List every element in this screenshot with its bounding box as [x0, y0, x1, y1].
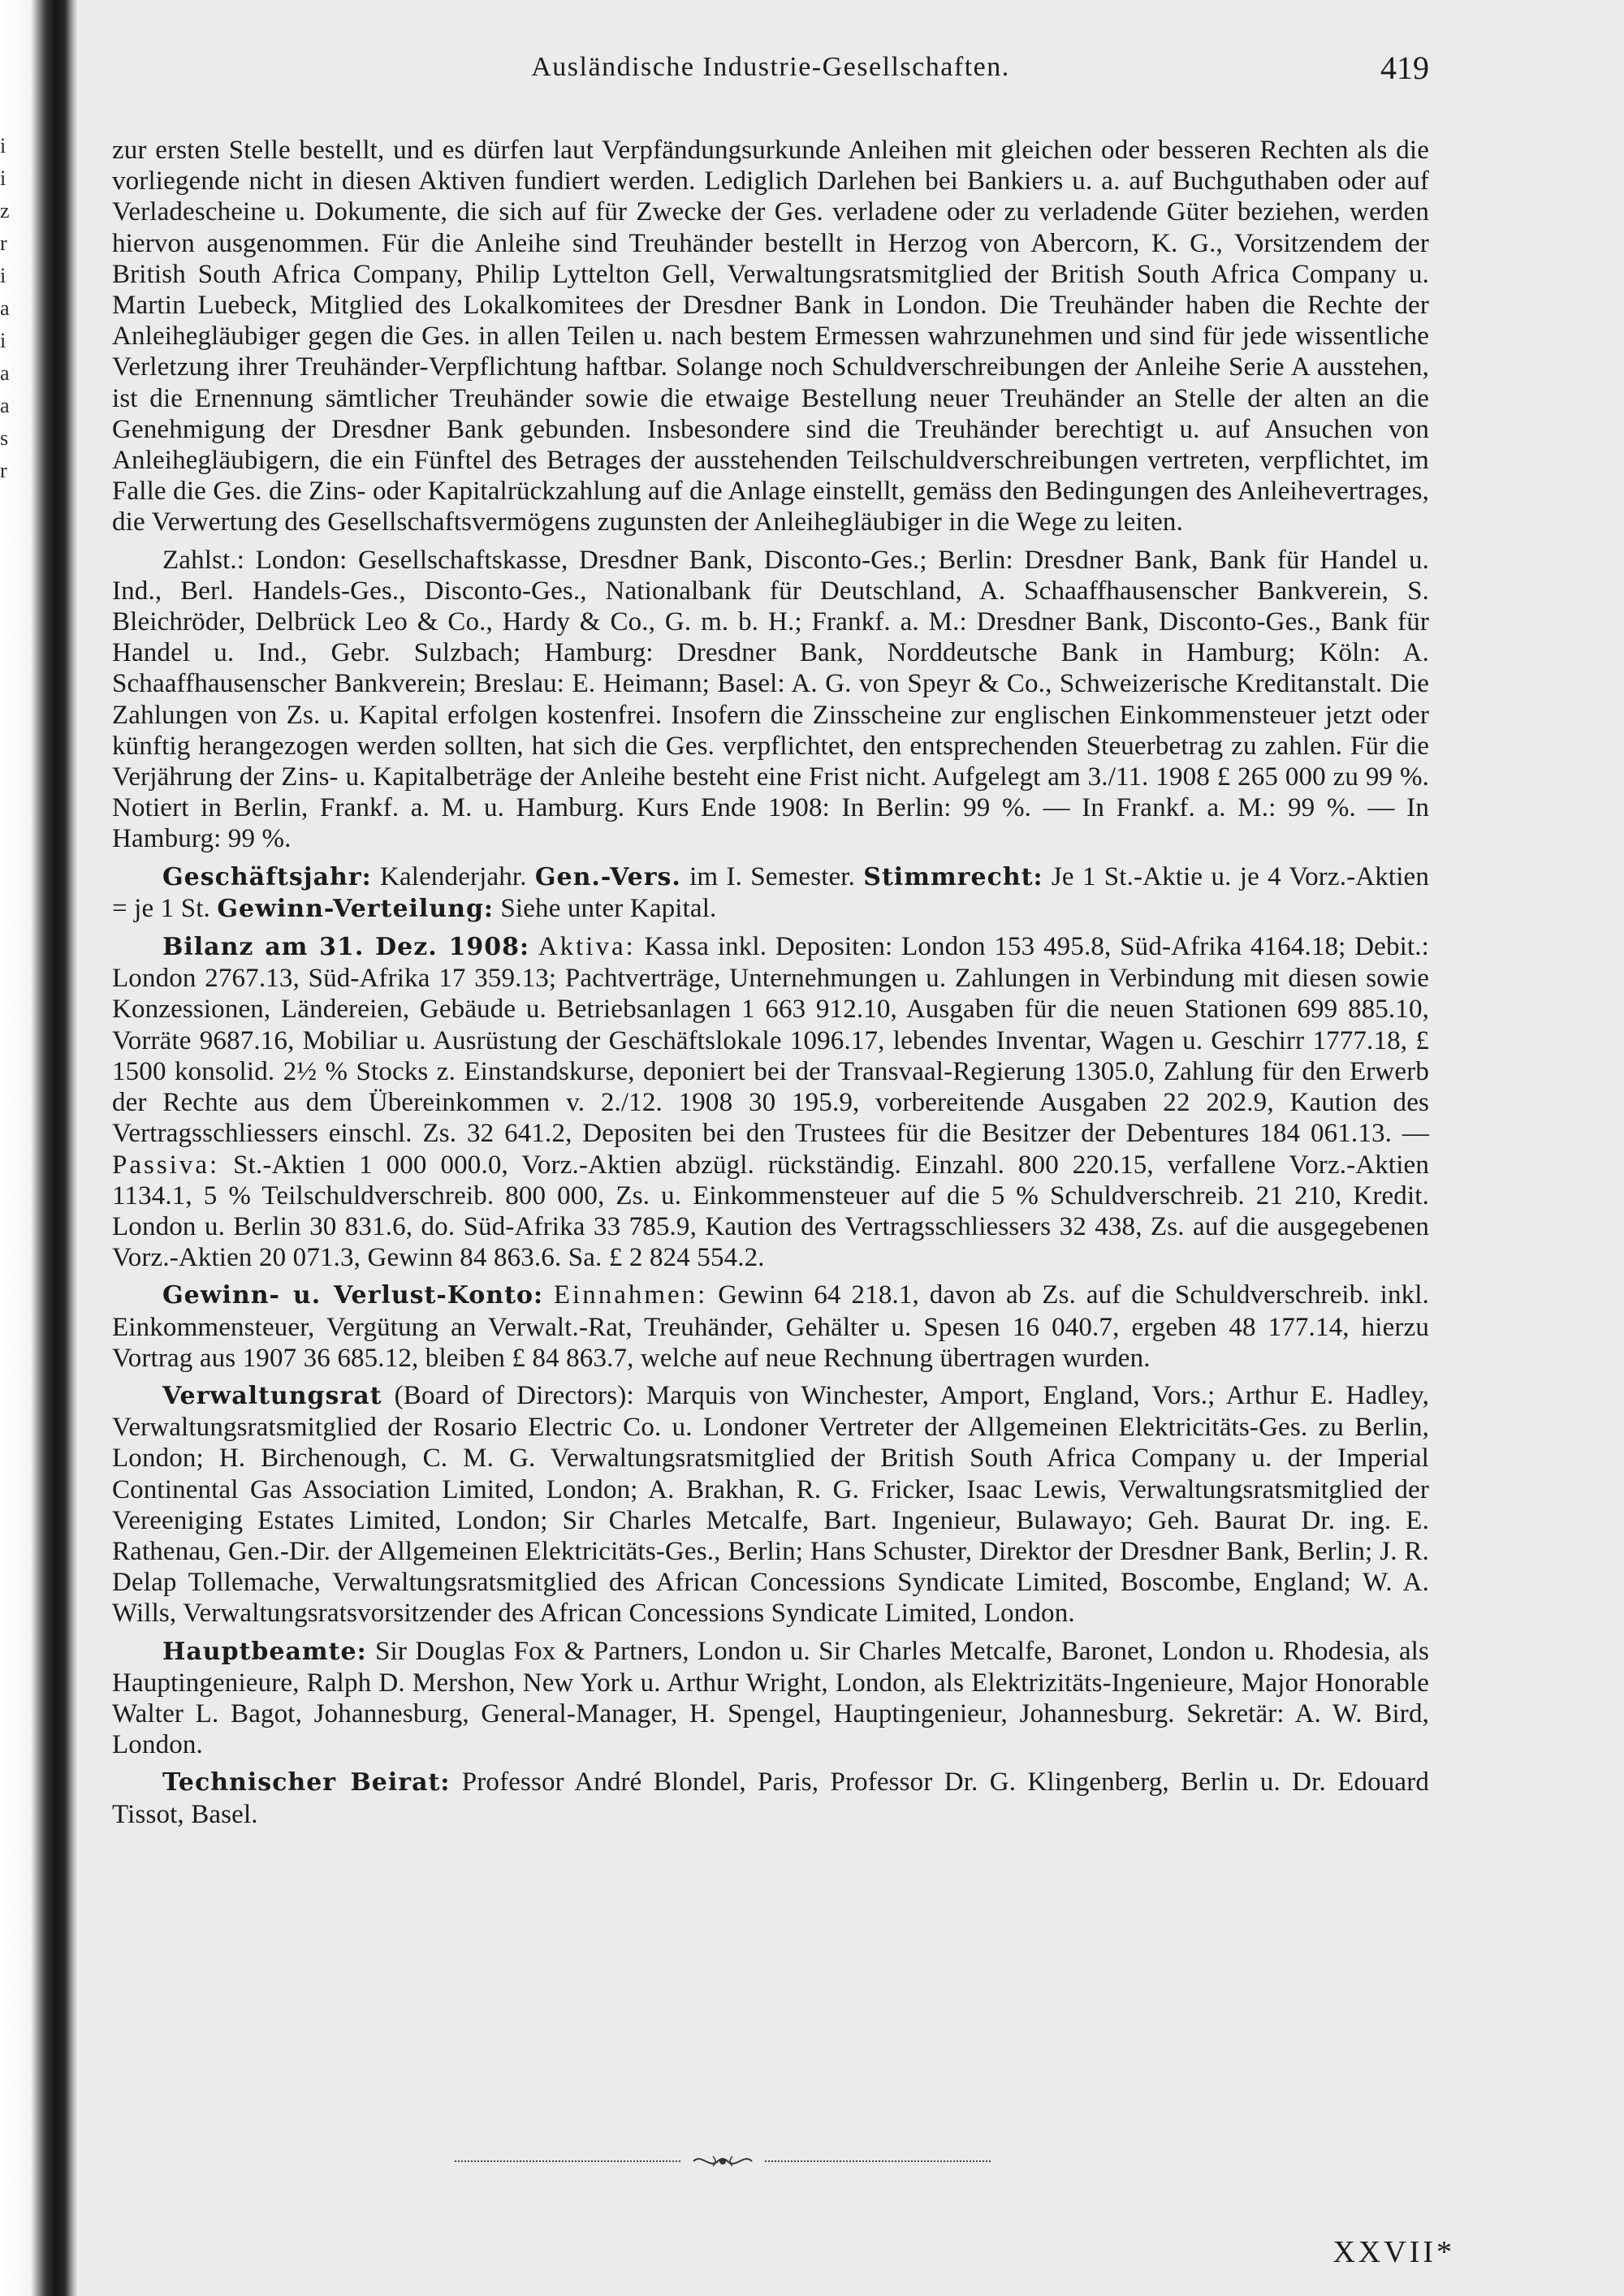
ornament-rule-left [455, 2160, 680, 2162]
margin-fragment: i [0, 264, 6, 287]
geschaeftsjahr-text: Kalenderjahr. [380, 861, 527, 891]
paragraph-trustees: zur ersten Stelle bestellt, und es dürfen laut Verpfändungsurkunde Anleihen mit gleichen oder besseren Rechten als die vorliegende nicht in diesen Aktiven fundiert werden. Lediglich Darlehen bei Bankiers u. a. auf Buchguthaben oder auf Verladescheine u. Dokumente, die sich auf für Zwecke der Ges. verladene oder zu verladende Güter beziehen, werden hiervon ausgenommen. Für die Anleihe sind Treuhänder bestellt in Herzog von Abercorn, K. G., Vorsitzendem der British South Africa Company, Philip Lyttelton Gell, Verwaltungsratsmitglied der British South Africa Company u. Martin Luebeck, Mitglied des Lokalkomitees der Dresdner Bank in London. Die Treuhänder haben die Rechte der Anleihegläubiger gegen die Ges. in allen Teilen u. nach bestem Ermessen wahrzunehmen und sind für jede wissentliche Verletzung ihrer Treuhänder-Verpflichtung haftbar. Solange noch Schuldverschreibungen der Anleihe Serie A ausstehen, ist die Ernennung sämtlicher Treuhänder sowie die etwaige Bestellung neuer Treuhänder an Stelle der alten an die Genehmigung der Dresdner Bank gebunden. Insbesondere sind die Treuhänder berechtigt u. auf Ansuchen von Anleihegläubigern, die ein Fünftel des Betrages der ausstehenden Teilschuldverschreibungen vertreten, verpflichtet, im Falle die Ges. die Zins- oder Kapitalrückzahlung auf die Anlage einstellt, gemäss den Bedingungen des Anleihevertrages, die Verwertung des Gesellschaftsvermögens zugunsten der Anleihegläubiger in die Wege zu leiten. [112, 136, 1429, 537]
paragraph-geschaeftsjahr [112, 861, 1429, 925]
bilanz-passiva-text: St.-Aktien 1 000 000.0, Vorz.-Aktien abzügl. rückständig. Einzahl. 800 220.15, verfallene Vorz.-Aktien 1134.1, 5 % Teilschuldverschreib. 800 000, Zs. u. Einkommensteuer auf die 5 % Schuldverschreib. 21 210, Kredit. London u. Berlin 30 831.6, do. Süd-Afrika 33 785.9, Kaution des Vertragsschliessers 32 438, Zs. auf die ausgegebenen Vorz.-Aktien 20 071.3, Gewinn 84 863.6. Sa. £ 2 824 554.2. [112, 1150, 1430, 1273]
margin-fragment: a [0, 394, 10, 417]
verwaltungsrat-label: Verwaltungsrat [162, 1381, 382, 1410]
bilanz-aktiva-text: Kassa inkl. Depositen: London 153 495.8, Süd-Afrika 4164.18; Debit.: London 2767.13, Süd-Afrika 17 359.13; Pachtverträge, Unternehmungen u. Zahlungen in Verbindung mit diesen sowie Konzessionen, Ländereien, Gebäude u. Betriebsanlagen 1 663 912.10, Ausgaben für die neuen Stationen 699 885.10, Vorräte 9687.16, Mobiliar u. Ausrüstung der Geschäftslokale 1096.17, lebendes Inventar, Wagen u. Geschirr 1777.18, £ 1500 konsolid. 2½ % Stocks z. Einstandskurse, deponiert bei der Transvaal-Regierung 1305.0, Zahlung für den Erwerb der Rechte aus dem Übereinkommen v. 2./12. 1908 30 195.9, vorbereitende Ausgaben 22 202.9, Kaution des Vertragsschliessers einschl. Zs. 32 641.2, Depositen bei den Trustees für die Besitzer der Debentures 184 061.13. — [112, 932, 1429, 1149]
paragraph-zahlstellen: Zahlst.: London: Gesellschaftskasse, Dresdner Bank, Disconto-Ges.; Berlin: Dresdner Bank, Bank für Handel u. Ind., Berl. Handels-Ges., Disconto-Ges., Nationalbank für Deutschland, A. Schaaffhausenscher Bankverein, S. Bleichröder, Delbrück Leo & Co., Hardy & Co., G. m. b. H.; Frankf. a. M.: Dresdner Bank, Disconto-Ges., Bank für Handel u. Ind., Gebr. Sulzbach; Hamburg: Dresdner Bank, Norddeutsche Bank in Hamburg; Köln: A. Schaaffhausenscher Bankverein; Breslau: E. Heimann; Basel: A. G. von Speyr & Co., Schweizerische Kreditanstalt. Die Zahlungen von Zs. u. Kapital erfolgen kostenfrei. Insofern die Zinsscheine zur englischen Einkommensteuer jetzt oder künftig herangezogen werden sollten, hat sich die Ges. verpflichtet, den entsprechenden Steuerbetrag zu zahlen. Für die Verjährung der Zins- u. Kapitalbeträge der Anleihe besteht eine Frist nicht. Aufgelegt am 3./11. 1908 £ 265 000 zu 99 %. Notiert in Berlin, Frankf. a. M. u. Hamburg. Kurs Ende 1908: In Berlin: 99 %. — In Frankf. a. M.: 99 %. — In Hamburg: 99 %. [112, 545, 1429, 854]
beirat-text: Professor André Blondel, Paris, Professor Dr. G. Klingenberg, Berlin u. Dr. Edouard Tissot, Basel. [112, 1767, 1429, 1829]
margin-fragment: i [0, 166, 6, 190]
bilanz-label: Bilanz am 31. Dez. 1908: [162, 933, 530, 962]
verwaltungsrat-text: (Board of Directors): Marquis von Winchester, Amport, England, Vors.; Arthur E. Hadley, Verwaltungsratsmitglied der Rosario Electric Co. u. Londoner Vertreter der Allgemeinen Elektricitäts-Ges. zu Berlin, London; H. Birchenough, C. M. G. Verwaltungsratsmitglied der British South Africa Company u. der Imperial Continental Gas Association Limited, London; A. Brakhan, R. G. Fricker, Isaac Lewis, Verwaltungsratsmitglied der Vereeniging Estates Limited, London; Sir Charles Metcalfe, Bart. Ingenieur, Bulawayo; Geh. Baurat Dr. ing. E. Rathenau, Gen.-Dir. der Allgemeinen Elektricitäts-Ges., Berlin; Hans Schuster, Direktor der Dresdner Bank, Berlin; J. R. Delap Tollemache, Verwaltungsratsmitglied des African Concessions Syndicate Limited, Boscombe, England; W. A. Wills, Verwaltungsratsvorsitzender des African Concessions Syndicate Limited, London. [112, 1380, 1429, 1629]
passiva-label: Passiva: [112, 1150, 220, 1180]
margin-fragment: r [0, 459, 7, 482]
guv-label: Gewinn- u. Verlust-Konto: [162, 1281, 544, 1310]
hauptbeamte-label: Hauptbeamte: [162, 1637, 367, 1666]
genvers-text: im I. Semester. [689, 861, 856, 891]
running-head [112, 49, 1429, 93]
gewinnverteilung-label: Gewinn-Verteilung: [217, 894, 495, 923]
page [112, 49, 1429, 1830]
page-number: 419 [1380, 50, 1429, 86]
printer-signature: XXVII* [1332, 2235, 1455, 2269]
body-text [112, 135, 1429, 1830]
gewinnverteilung-text: Siehe unter Kapital. [500, 893, 717, 923]
ornament-flourish-icon [692, 2151, 754, 2171]
aktiva-label: Aktiva: [538, 932, 636, 962]
margin-fragment: a [0, 361, 10, 385]
stimmrecht-label: Stimmrecht: [863, 862, 1043, 891]
margin-fragment: r [0, 231, 7, 255]
paragraph-bilanz [112, 931, 1429, 1273]
margin-fragment: z [0, 199, 10, 222]
guv-text: Gewinn 64 218.1, davon ab Zs. auf die Schuldverschreib. inkl. Einkommensteuer, Vergütung an Verwalt.-Rat, Treuhänder, Gehälter u. Spesen 16 040.7, ergeben 48 177.14, hierzu Vortrag aus 1907 36 685.12, bleiben £ 84 863.7, welche auf neue Rechnung übertragen wurden. [112, 1280, 1429, 1373]
margin-fragment: s [0, 426, 9, 450]
geschaeftsjahr-label: Geschäftsjahr: [162, 862, 372, 891]
ornament-divider [455, 2151, 991, 2171]
paragraph-verwaltungsrat [112, 1380, 1429, 1629]
paragraph-guv [112, 1280, 1429, 1374]
beirat-label: Technischer Beirat: [162, 1768, 451, 1798]
paragraph-hauptbeamte [112, 1636, 1429, 1761]
ornament-rule-right [765, 2160, 991, 2162]
stimmrecht-text: Je 1 St.-Aktie u. je 4 Vorz.-Aktien = je 1 St. [112, 861, 1429, 923]
left-margin-fragments [0, 130, 13, 487]
einnahmen-label: Einnahmen: [553, 1280, 708, 1310]
running-title: Ausländische Industrie-Gesellschaften. [531, 52, 1010, 82]
margin-fragment: i [0, 329, 6, 352]
hauptbeamte-text: Sir Douglas Fox & Partners, London u. Sir Charles Metcalfe, Baronet, London u. Rhodesia, als Hauptingenieure, Ralph D. Mershon, New York u. Arthur Wright, London, als Elektrizitäts-Ingenieure, Major Honorable Walter L. Bagot, Johannesburg, General-Manager, H. Spengel, Hauptingenieur, Johannesburg. Sekretär: A. W. Bird, London. [112, 1636, 1429, 1760]
margin-fragment: i [0, 134, 6, 158]
genvers-label: Gen.-Vers. [534, 862, 681, 891]
margin-fragment: a [0, 296, 10, 320]
paragraph-beirat [112, 1767, 1429, 1829]
